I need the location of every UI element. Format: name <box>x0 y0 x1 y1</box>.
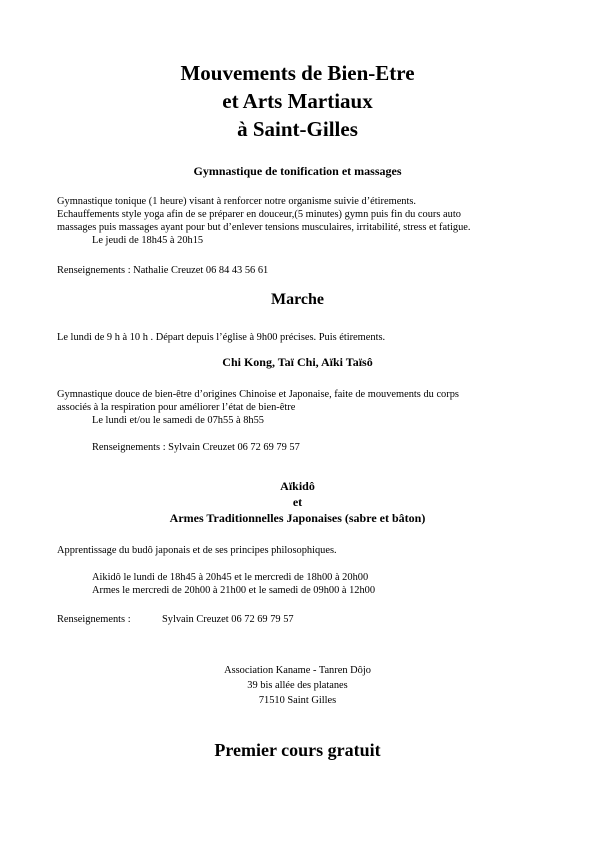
chikong-contact: Renseignements : Sylvain Creuzet 06 72 69 79 57 <box>92 442 300 453</box>
chikong-description-line: associés à la respiration pour améliorer l’état de bien-être <box>57 402 296 413</box>
chikong-description-line: Gymnastique douce de bien-être d’origines Chinoise et Japonaise, faite de mouvements du corps <box>57 389 459 400</box>
marche-heading: Marche <box>270 291 324 308</box>
aikido-schedule: Aikidô le lundi de 18h45 à 20h45 et le mercredi de 18h00 à 20h00 <box>92 572 369 583</box>
chikong-schedule: Le lundi et/ou le samedi de 07h55 à 8h55 <box>92 415 264 426</box>
aikido-description: Apprentissage du budô japonais et de ses principes philosophiques. <box>57 545 337 556</box>
gym-description-line: Echauffements style yoga afin de se préparer en douceur,(5 minutes) gymn puis fin du cours auto <box>57 209 461 220</box>
gym-description-line: massages puis massages ayant pour but d’enlever tensions musculaires, irritabilité, stress et fatigue. <box>57 222 471 233</box>
page-title-line-1: Mouvements de Bien-Etre <box>180 61 415 85</box>
association-city: 71510 Saint Gilles <box>258 695 337 706</box>
gym-description-line: Gymnastique tonique (1 heure) visant à renforcer notre organisme suivie d’étirements. <box>57 196 417 207</box>
gym-schedule: Le jeudi de 18h45 à 20h15 <box>92 235 204 246</box>
chikong-heading: Chi Kong, Taï Chi, Aïki Taïsô <box>222 355 373 369</box>
association-name: Association Kaname - Tanren Dôjo <box>224 665 371 676</box>
gym-heading: Gymnastique de tonification et massages <box>193 164 402 178</box>
armes-heading: Armes Traditionnelles Japonaises (sabre et bâton) <box>169 511 426 525</box>
page-title-line-2: et Arts Martiaux <box>222 89 373 113</box>
aikido-contact-label: Renseignements : <box>57 614 131 625</box>
free-trial-banner: Premier cours gratuit <box>214 740 381 760</box>
page-title-line-3: à Saint-Gilles <box>237 117 358 141</box>
aikido-heading-connector: et <box>292 495 303 509</box>
association-street: 39 bis allée des platanes <box>247 680 348 691</box>
marche-text: Le lundi de 9 h à 10 h . Départ depuis l’église à 9h00 précises. Puis étirements. <box>57 332 386 343</box>
aikido-contact-value: Sylvain Creuzet 06 72 69 79 57 <box>162 614 294 625</box>
armes-schedule: Armes le mercredi de 20h00 à 21h00 et le samedi de 09h00 à 12h00 <box>92 585 376 596</box>
gym-contact: Renseignements : Nathalie Creuzet 06 84 43 56 61 <box>57 265 269 276</box>
aikido-heading: Aïkidô <box>280 479 315 493</box>
